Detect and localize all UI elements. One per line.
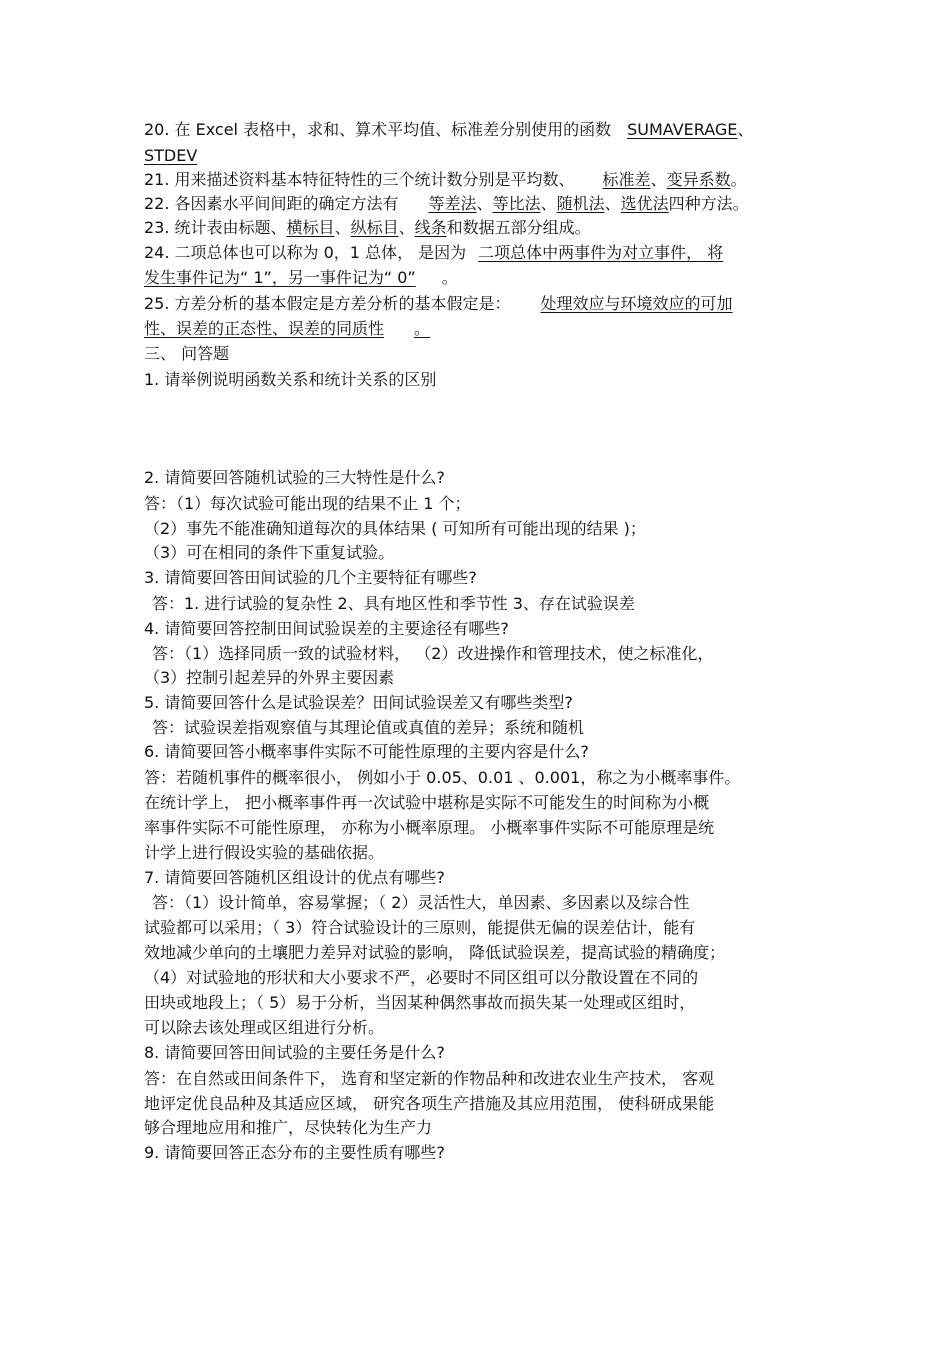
q21-suffix: 。 [730,170,747,189]
answer-7-line-3: 效地减少单向的土壤肥力差异对试验的影响， 降低试验误差，提高试验的精确度； [144,943,726,962]
q20-answer-average: AVERAGE [662,120,738,139]
q22-answer-4: 选优法 [620,194,669,213]
q21-answer-1: 标准差 [602,170,651,189]
answer-6-line-3: 率事件实际不可能性原理， 亦称为小概率原理。 小概率事件实际不可能原理是统 [144,818,715,837]
answer-3-line-1: 答：1. 进行试验的复杂性 2、具有地区性和季节性 3、存在试验误差 [152,594,635,613]
answer-8-line-2: 地评定优良品种及其适应区域， 研究各项生产措施及其应用范围， 使科研成果能 [144,1094,715,1113]
question-6: 6. 请简要回答小概率事件实际不可能性原理的主要内容是什么? [144,742,589,761]
fill-question-20-cont [144,145,197,167]
q22-sep1: 、 [476,194,493,213]
q20-answer-stdev: STDEV [144,146,198,165]
fill-question-25 [144,293,739,315]
fill-question-20 [144,119,753,141]
question-4: 4. 请简要回答控制田间试验误差的主要途径有哪些? [144,619,509,638]
q24-suffix: 。 [441,268,458,287]
question-5: 5. 请简要回答什么是试验误差？田间试验误差又有哪些类型? [144,693,573,712]
q22-sep3: 、 [604,194,621,213]
q25-answer-line2: 性、误差的正态性、误差的同质性 [144,319,385,338]
q23-sep1: 、 [334,218,351,237]
q22-answer-2: 等比法 [492,194,541,213]
q23-answer-3: 线条 [414,218,447,237]
q21-answer-2: 变异系数 [666,170,731,189]
q20-answer-sum: SUM [627,120,663,139]
question-8: 8. 请简要回答田间试验的主要任务是什么? [144,1043,445,1062]
answer-2-line-1: 答：（1）每次试验可能出现的结果不止 1 个； [144,494,471,513]
answer-8-line-1: 答：在自然或田间条件下， 选育和坚定新的作物品种和改进农业生产技术， 客观 [144,1069,715,1088]
fill-question-23 [144,217,591,239]
answer-7-line-2: 试验都可以采用；（ 3）符合试验设计的三原则，能提供无偏的误差估计，能有 [144,918,696,937]
question-3: 3. 请简要回答田间试验的几个主要特征有哪些? [144,568,477,587]
fill-question-22 [144,193,749,215]
fill-question-25-cont [144,318,444,340]
q21-sep: 、 [650,170,667,189]
answer-4-line-1: 答：（1）选择同质一致的试验材料， （2）改进操作和管理技术，使之标准化， [152,644,714,663]
q23-prefix: 23. 统计表由标题、 [144,218,287,237]
q20-prefix: 20. 在 Excel 表格中，求和、算术平均值、标准差分别使用的函数 [144,120,612,139]
answer-6-line-2: 在统计学上， 把小概率事件再一次试验中堪称是实际不可能发生的时间称为小概 [144,793,710,812]
q22-answer-1: 等差法 [428,194,477,213]
section-heading: 三、 问答题 [144,344,230,363]
q21-prefix: 21. 用来描述资料基本特征特性的三个统计数分别是平均数、 [144,170,575,189]
q25-suffix: 。 [414,319,431,338]
question-7: 7. 请简要回答随机区组设计的优点有哪些? [144,868,445,887]
answer-5-line-1: 答：试验误差指观察值与其理论值或真值的差异；系统和随机 [152,718,585,737]
fill-question-21 [144,169,747,191]
q23-suffix: 和数据五部分组成。 [446,218,591,237]
q22-answer-3: 随机法 [556,194,605,213]
q22-suffix: 四种方法。 [668,194,749,213]
q22-sep2: 、 [540,194,557,213]
q25-answer-line1: 处理效应与环境效应的可加 [540,294,733,313]
q23-answer-1: 横标目 [286,218,335,237]
q23-answer-2: 纵标目 [350,218,399,237]
answer-4-line-2: （3）控制引起差异的外界主要因素 [144,668,395,687]
q24-prefix: 24. 二项总体也可以称为 0，1 总体， 是因为 [144,243,467,262]
answer-7-line-1: 答：（1）设计简单，容易掌握；（ 2）灵活性大，单因素、多因素以及综合性 [152,893,690,912]
answer-7-line-6: 可以除去该处理或区组进行分析。 [144,1018,385,1037]
fill-question-24 [144,242,723,264]
q23-sep2: 、 [398,218,415,237]
question-9: 9. 请简要回答正态分布的主要性质有哪些? [144,1143,445,1162]
answer-6-line-4: 计学上进行假设实验的基础依据。 [144,843,385,862]
answer-7-line-4: （4）对试验地的形状和大小要求不严，必要时不同区组可以分散设置在不同的 [144,968,699,987]
question-1: 1. 请举例说明函数关系和统计关系的区别 [144,370,437,389]
answer-2-line-3: （3）可在相同的条件下重复试验。 [144,543,395,562]
q22-prefix: 22. 各因素水平间间距的确定方法有 [144,194,399,213]
q25-prefix: 25. 方差分析的基本假定是方差分析的基本假定是： [144,294,511,313]
answer-6-line-1: 答：若随机事件的概率很小， 例如小于 0.05、0.01 、0.001，称之为小概率事件。 [144,768,741,787]
question-2: 2. 请简要回答随机试验的三大特性是什么? [144,468,445,487]
q20-separator: 、 [737,120,754,139]
answer-7-line-5: 田块或地段上；（ 5）易于分析，当因某种偶然事故而损失某一处理或区组时， [144,993,696,1012]
q24-answer-line1: 二项总体中两事件为对立事件， 将 [478,243,724,262]
fill-question-24-cont [144,267,458,289]
answer-2-line-2: （2）事先不能准确知道每次的具体结果 ( 可知所有可能出现的结果 )； [144,519,646,538]
q24-answer-line2: 发生事件记为“ 1”，另一事件记为“ 0” [144,268,416,287]
answer-8-line-3: 够合理地应用和推广，尽快转化为生产力 [144,1118,433,1137]
